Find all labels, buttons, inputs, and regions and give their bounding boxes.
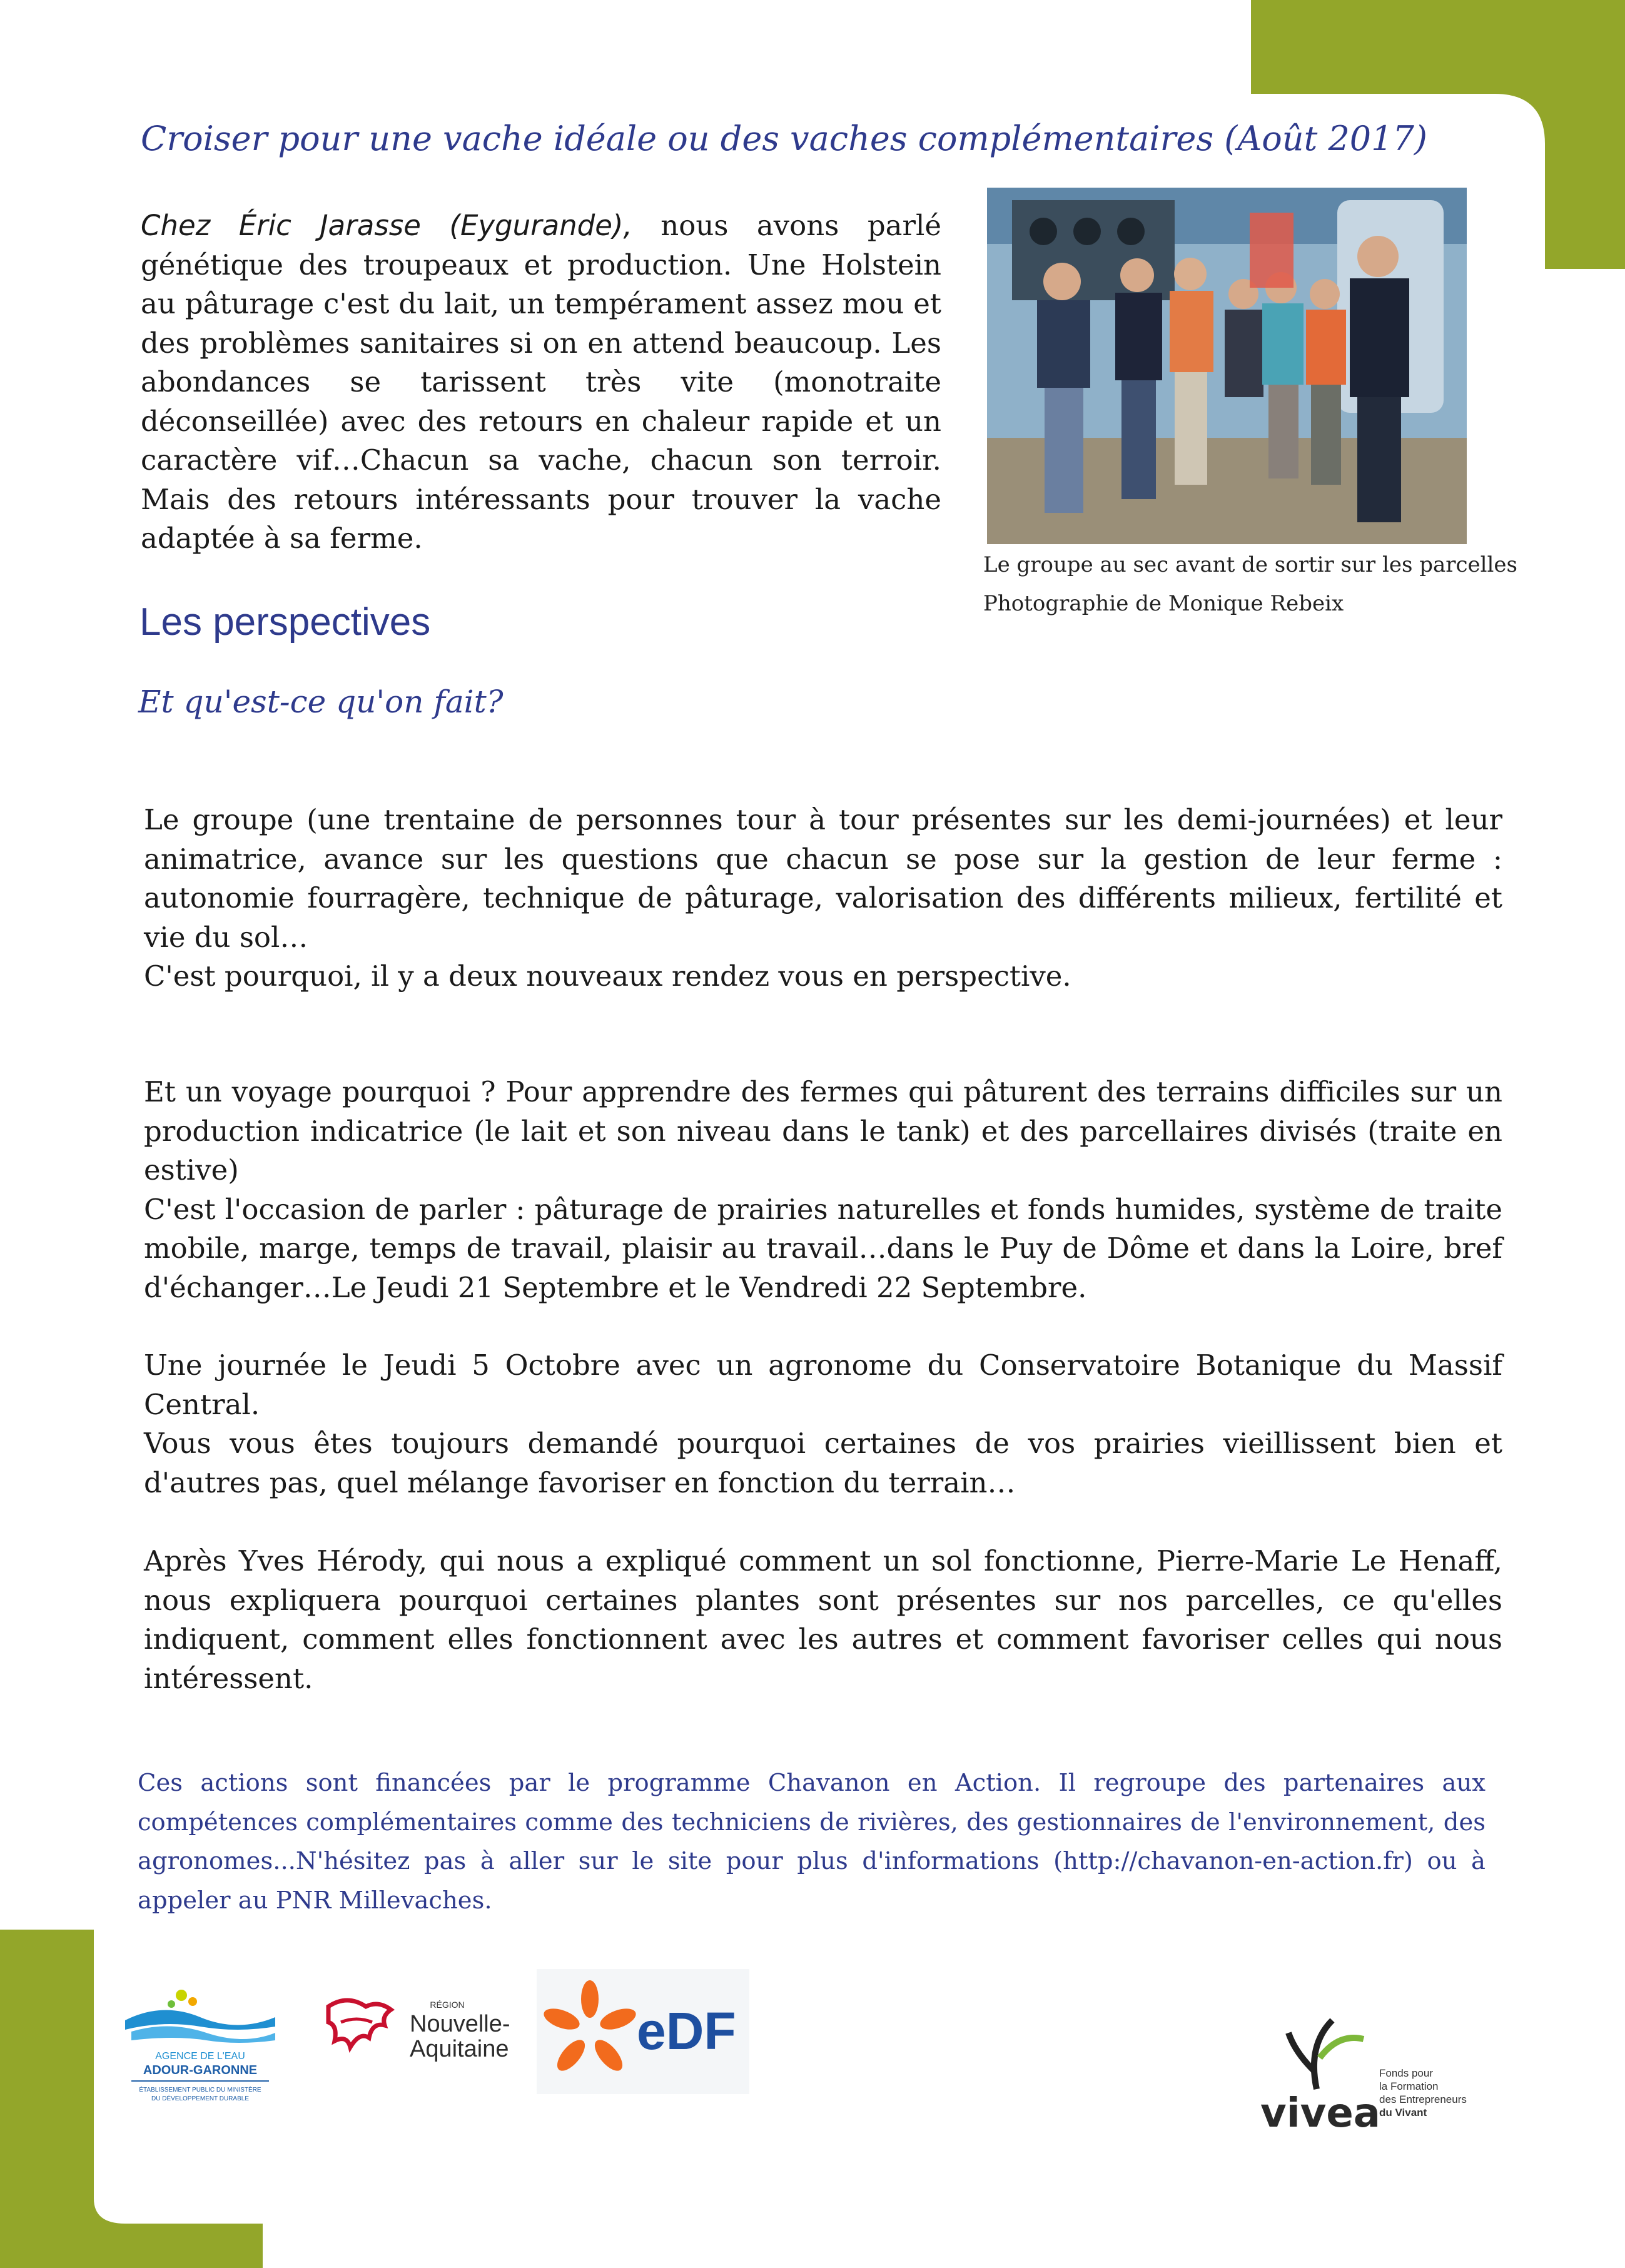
- vivea-logo-line-1: Fonds pour: [1379, 2067, 1433, 2079]
- intro-paragraph: [141, 206, 941, 559]
- paragraph-trip-details: C'est l'occasion de parler : pâturage de prairies naturelles et fonds humides, système de traite mobile, marge, temps de travail, plaisir au travail…dans le Puy de Dôme et dans la Loire, bref d'échanger…Le Jeudi 21 Septembre et le Vendredi 22 Septembre.: [144, 1192, 1502, 1304]
- paragraph-herody: Après Yves Hérody, qui nous a expliqué comment un sol fonctionne, Pierre-Marie Le Henaff, nous expliquera pourquoi certaines plantes sont présentes sur nos parcelles, ce qu'elles indiquent, comment elles fonctionnent avec les autres et comment favoriser celles qui nous intéressent.: [144, 1544, 1502, 1695]
- paragraph-group-conclusion: C'est pourquoi, il y a deux nouveaux rendez vous en perspective.: [144, 959, 1071, 993]
- section-heading: Les perspectives: [139, 600, 431, 644]
- section-subheading: Et qu'est-ce qu'on fait?: [138, 684, 504, 720]
- funding-notice: Ces actions sont financées par le programme Chavanon en Action. Il regroupe des partenaires aux compétences complémentaires comme des techniciens de rivières, des gestionnaires de l'environnement, des agronomes...N'hésitez pas à aller sur le site pour plus d'informations (http://chavanon-en-action.fr) ou à appeler au PNR Millevaches.: [138, 1769, 1486, 1915]
- vivea-logo-name: vivea: [1260, 2090, 1380, 2133]
- article-title: Croiser pour une vache idéale ou des vaches complémentaires (Août 2017): [141, 119, 1427, 158]
- agence-logo-line-4: DU DÉVELOPPEMENT DURABLE: [151, 2095, 249, 2102]
- region-logo-line-1: Nouvelle-: [410, 2011, 510, 2037]
- paragraph-group: [144, 801, 1502, 996]
- vivea-logo-line-3: des Entrepreneurs: [1379, 2093, 1467, 2105]
- intro-text: nous avons parlé génétique des troupeaux et production. Une Holstein au pâturage c'est du lait, un tempérament assez mou et des problèmes sanitaires si on en attend beaucoup. Les abondances se tarissent très vite (monotraite déconseillée) avec des retours en chaleur rapide et un caractère vif…Chacun sa vache, chacun son terroir. Mais des retours intéressants pour trouver la vache adaptée à sa ferme.: [141, 209, 941, 555]
- intro-lead: Chez Éric Jarasse (Eygurande),: [141, 209, 632, 242]
- group-photo-illustration: [987, 188, 1467, 544]
- paragraph-agronomist-day-question: Vous vous êtes toujours demandé pourquoi certaines de vos prairies vieillissent bien et d'autres pas, quel mélange favoriser en fonction du terrain…: [144, 1427, 1502, 1499]
- edf-logo: [537, 1969, 749, 2094]
- paragraph-agronomist-day-date: Une journée le Jeudi 5 Octobre avec un agronome du Conservatoire Botanique du Massif Central.: [144, 1349, 1502, 1421]
- vivea-logo: [1257, 2008, 1489, 2133]
- group-photo: [987, 188, 1467, 544]
- paragraph-agronomist-day: [144, 1346, 1502, 1502]
- agence-logo-line-2: ADOUR-GARONNE: [143, 2063, 258, 2077]
- agence-eau-adour-garonne-logo: [119, 1983, 281, 2120]
- vivea-logo-line-4: du Vivant: [1379, 2107, 1427, 2119]
- region-nouvelle-aquitaine-logo: [322, 1988, 532, 2069]
- paragraph-trip: [144, 1073, 1502, 1307]
- region-logo-small: RÉGION: [430, 2000, 465, 2010]
- paragraph-group-text: Le groupe (une trentaine de personnes tour à tour présentes sur les demi-journées) et leur animatrice, avance sur les questions que chacun se pose sur la gestion de leur ferme : autonomie fourragère, technique de pâturage, valorisation des différents milieux, fertilité et vie du sol…: [144, 803, 1502, 954]
- agence-logo-line-1: AGENCE DE L'EAU: [155, 2051, 245, 2062]
- vivea-logo-line-2: la Formation: [1379, 2080, 1439, 2092]
- photo-caption: [983, 545, 1546, 623]
- region-logo-line-2: Aquitaine: [410, 2036, 509, 2062]
- paragraph-trip-question: Et un voyage pourquoi ? Pour apprendre des fermes qui pâturent des terrains difficiles sur un production indicatrice (le lait et son niveau dans le tank) et des parcellaires divisés (traite en estive): [144, 1075, 1502, 1187]
- agence-logo-line-3: ÉTABLISSEMENT PUBLIC DU MINISTÈRE: [139, 2087, 261, 2093]
- edf-logo-text: eDF: [637, 2002, 736, 2060]
- photo-caption-line-1: Le groupe au sec avant de sortir sur les parcelles: [983, 552, 1517, 577]
- photo-credit: Photographie de Monique Rebeix: [983, 591, 1344, 616]
